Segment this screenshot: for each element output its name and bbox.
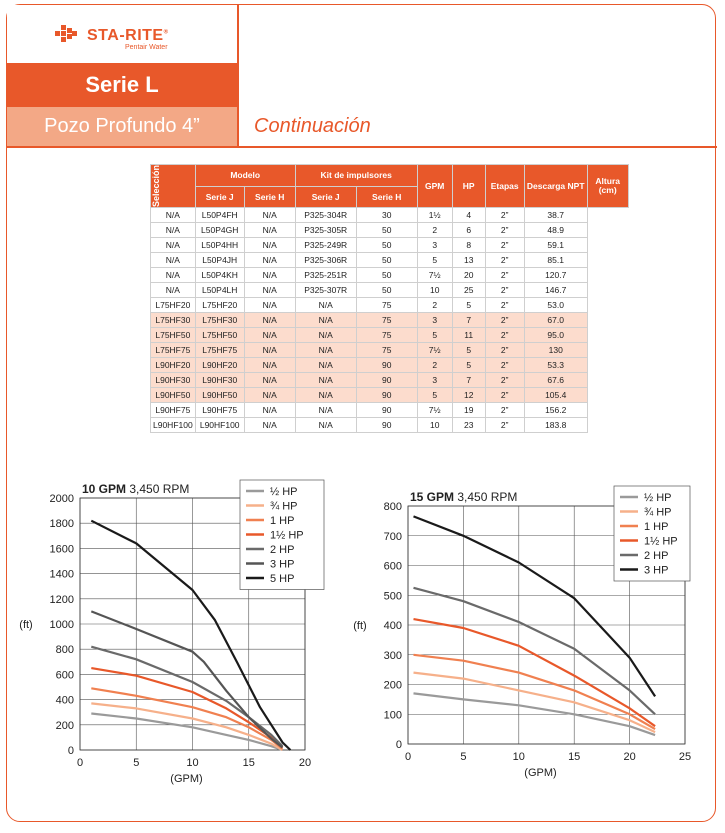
- brand-subtitle: Pentair Water: [125, 44, 168, 51]
- table-cell-mj: L90HF50: [151, 388, 196, 403]
- table-cell-etapas: 25: [452, 283, 485, 298]
- table-cell-alt: 53.0: [524, 298, 587, 313]
- x-tick-label: 0: [404, 751, 412, 763]
- y-tick-label: 1400: [49, 568, 74, 581]
- table-cell-kj: N/A: [244, 403, 295, 418]
- table-cell-etapas: 4: [452, 208, 485, 223]
- x-tick-label: 10: [186, 757, 199, 769]
- table-cell-mj: L90HF75: [151, 403, 196, 418]
- subheader-kit-h: Serie H: [356, 186, 417, 208]
- table-cell-gpm: 90: [356, 388, 417, 403]
- y-tick-label: 0: [395, 739, 402, 751]
- table-cell-kh: N/A: [295, 343, 356, 358]
- table-cell-etapas: 12: [452, 388, 485, 403]
- table-cell-kj: N/A: [244, 268, 295, 283]
- y-tick-label: 500: [383, 590, 402, 603]
- table-cell-alt: 120.7: [524, 268, 587, 283]
- table-cell-etapas: 6: [452, 223, 485, 238]
- table-cell-hp: 1½: [417, 208, 452, 223]
- table-cell-alt: 130: [524, 343, 587, 358]
- series-line: [414, 655, 656, 729]
- table-cell-kj: N/A: [244, 343, 295, 358]
- table-cell-kh: P325-249R: [295, 238, 356, 253]
- header-hp: HP: [452, 165, 485, 208]
- table-cell-etapas: 5: [452, 298, 485, 313]
- table-cell-desc: 2”: [485, 253, 524, 268]
- series-line: [414, 588, 656, 715]
- y-tick-label: 0: [67, 745, 74, 757]
- selection-table: [150, 164, 629, 433]
- table-cell-kj: N/A: [244, 283, 295, 298]
- table-cell-mj: N/A: [151, 238, 196, 253]
- legend-label: ¾ HP: [270, 500, 298, 513]
- table-cell-alt: 183.8: [524, 418, 587, 433]
- table-cell-kh: P325-307R: [295, 283, 356, 298]
- table-cell-gpm: 30: [356, 208, 417, 223]
- table-cell-desc: 2”: [485, 403, 524, 418]
- chart-title: 10 GPM 3,450 RPM: [82, 482, 190, 496]
- table-cell-kj: N/A: [244, 208, 295, 223]
- table-cell-alt: 59.1: [524, 238, 587, 253]
- x-tick-label: 5: [133, 757, 140, 769]
- series-title: Serie L: [7, 63, 237, 107]
- table-row: [151, 283, 629, 298]
- y-tick-label: 200: [383, 679, 402, 692]
- table-cell-etapas: 20: [452, 268, 485, 283]
- legend-label: 3 HP: [270, 558, 295, 571]
- table-cell-mj: L90HF100: [151, 418, 196, 433]
- table-cell-mh: L75HF50: [195, 328, 244, 343]
- table-cell-mj: L90HF30: [151, 373, 196, 388]
- table-cell-kh: N/A: [295, 358, 356, 373]
- y-tick-label: 600: [55, 669, 74, 682]
- table-row: [151, 313, 629, 328]
- x-tick-label: 15: [568, 751, 581, 763]
- table-cell-kh: N/A: [295, 298, 356, 313]
- table-cell-kh: N/A: [295, 328, 356, 343]
- table-cell-hp: 3: [417, 373, 452, 388]
- header-rule: [237, 146, 717, 148]
- table-cell-gpm: 75: [356, 328, 417, 343]
- table-cell-hp: 10: [417, 418, 452, 433]
- chart-title: 15 GPM 3,450 RPM: [410, 490, 518, 504]
- table-cell-desc: 2”: [485, 223, 524, 238]
- table-cell-desc: 2”: [485, 208, 524, 223]
- table-cell-alt: 53.3: [524, 358, 587, 373]
- table-cell-etapas: 7: [452, 313, 485, 328]
- chart-15gpm: [352, 480, 697, 790]
- table-row: [151, 208, 629, 223]
- table-cell-gpm: 50: [356, 253, 417, 268]
- table-cell-etapas: 5: [452, 343, 485, 358]
- table-cell-etapas: 13: [452, 253, 485, 268]
- legend-label: 1½ HP: [270, 529, 304, 542]
- table-cell-kj: N/A: [244, 328, 295, 343]
- table-cell-gpm: 90: [356, 358, 417, 373]
- legend-label: ½ HP: [644, 492, 672, 504]
- legend-label: 2 HP: [644, 550, 669, 562]
- header-gpm: GPM: [417, 165, 452, 208]
- x-tick-label: 10: [512, 751, 525, 763]
- table-cell-gpm: 50: [356, 223, 417, 238]
- x-tick-label: 5: [460, 751, 467, 763]
- chart-10gpm: [19, 476, 336, 790]
- y-tick-label: 800: [383, 501, 402, 513]
- x-tick-label: 25: [678, 751, 692, 763]
- table-cell-mj: N/A: [151, 268, 196, 283]
- x-tick-label: 0: [76, 757, 84, 769]
- series-line: [91, 714, 282, 751]
- table-cell-mj: L75HF50: [151, 328, 196, 343]
- legend-label: 2 HP: [270, 544, 295, 556]
- table-cell-kj: N/A: [244, 223, 295, 238]
- table-cell-hp: 2: [417, 298, 452, 313]
- brand-name: STA-RITE®: [87, 27, 169, 44]
- table-cell-kh: N/A: [295, 418, 356, 433]
- table-cell-kh: N/A: [295, 388, 356, 403]
- legend-label: ¾ HP: [644, 506, 672, 519]
- table-cell-hp: 5: [417, 253, 452, 268]
- table-cell-desc: 2”: [485, 283, 524, 298]
- table-cell-gpm: 75: [356, 343, 417, 358]
- table-cell-alt: 38.7: [524, 208, 587, 223]
- table-cell-gpm: 75: [356, 313, 417, 328]
- header-etapas: Etapas: [485, 165, 524, 208]
- table-cell-mh: L90HF30: [195, 373, 244, 388]
- table-cell-kh: N/A: [295, 373, 356, 388]
- legend-label: 1 HP: [270, 515, 295, 527]
- table-cell-alt: 67.0: [524, 313, 587, 328]
- table-body: [151, 208, 629, 433]
- table-row: [151, 343, 629, 358]
- table-cell-hp: 2: [417, 358, 452, 373]
- table-cell-gpm: 50: [356, 238, 417, 253]
- table-row: [151, 358, 629, 373]
- header-kit: Kit de impulsores: [295, 165, 417, 187]
- table-cell-gpm: 75: [356, 298, 417, 313]
- table-cell-mh: L90HF20: [195, 358, 244, 373]
- table-cell-mh: L50P4HH: [195, 238, 244, 253]
- table-cell-desc: 2”: [485, 328, 524, 343]
- table-cell-kh: N/A: [295, 313, 356, 328]
- y-tick-label: 1200: [49, 593, 74, 606]
- legend-label: 1 HP: [644, 521, 669, 533]
- table-cell-mj: L75HF75: [151, 343, 196, 358]
- table-cell-mh: L50P4FH: [195, 208, 244, 223]
- table-row: [151, 268, 629, 283]
- table-row: [151, 388, 629, 403]
- table-cell-alt: 67.6: [524, 373, 587, 388]
- subheader-serie-h: Serie H: [244, 186, 295, 208]
- y-tick-label: 1000: [49, 619, 74, 631]
- table-cell-alt: 146.7: [524, 283, 587, 298]
- table-row: [151, 298, 629, 313]
- table-cell-desc: 2”: [485, 313, 524, 328]
- table-cell-hp: 2: [417, 223, 452, 238]
- table-cell-kh: P325-305R: [295, 223, 356, 238]
- table-cell-hp: 10: [417, 283, 452, 298]
- header-divider: [237, 5, 239, 146]
- y-tick-label: 700: [383, 530, 402, 543]
- table-cell-desc: 2”: [485, 358, 524, 373]
- table-cell-kj: N/A: [244, 418, 295, 433]
- table-cell-kj: N/A: [244, 253, 295, 268]
- table-cell-desc: 2”: [485, 373, 524, 388]
- y-tick-label: 100: [383, 709, 402, 722]
- legend-label: 3 HP: [644, 564, 669, 577]
- table-cell-mh: L50P4KH: [195, 268, 244, 283]
- table-cell-desc: 2”: [485, 298, 524, 313]
- table-cell-kj: N/A: [244, 373, 295, 388]
- table-cell-desc: 2”: [485, 343, 524, 358]
- table-cell-mj: N/A: [151, 283, 196, 298]
- table-cell-kh: P325-251R: [295, 268, 356, 283]
- header-left: [7, 5, 237, 146]
- table-cell-hp: 3: [417, 313, 452, 328]
- table-cell-hp: 5: [417, 328, 452, 343]
- table-cell-mh: L90HF75: [195, 403, 244, 418]
- table-cell-gpm: 50: [356, 283, 417, 298]
- header-modelo: Modelo: [195, 165, 295, 187]
- table-cell-hp: 5: [417, 388, 452, 403]
- table-cell-desc: 2”: [485, 418, 524, 433]
- table-cell-mj: L75HF20: [151, 298, 196, 313]
- table-cell-desc: 2”: [485, 238, 524, 253]
- table-cell-alt: 48.9: [524, 223, 587, 238]
- table-row: [151, 328, 629, 343]
- table-cell-alt: 156.2: [524, 403, 587, 418]
- table-cell-alt: 85.1: [524, 253, 587, 268]
- y-tick-label: 1600: [49, 543, 74, 556]
- table-cell-mh: L75HF20: [195, 298, 244, 313]
- table-cell-etapas: 5: [452, 358, 485, 373]
- y-axis-label: (ft): [353, 620, 367, 632]
- table-cell-mh: L90HF100: [195, 418, 244, 433]
- x-tick-label: 15: [242, 757, 255, 769]
- y-tick-label: 800: [55, 644, 74, 657]
- table-cell-gpm: 90: [356, 418, 417, 433]
- table-cell-mh: L50P4GH: [195, 223, 244, 238]
- table-cell-kj: N/A: [244, 388, 295, 403]
- subheader-kit-j: Serie J: [295, 186, 356, 208]
- table-cell-etapas: 23: [452, 418, 485, 433]
- table-cell-desc: 2”: [485, 388, 524, 403]
- table-cell-alt: 105.4: [524, 388, 587, 403]
- table-cell-mh: L50P4LH: [195, 283, 244, 298]
- table-row: [151, 253, 629, 268]
- y-axis-label: (ft): [19, 619, 33, 631]
- table-cell-mh: L75HF75: [195, 343, 244, 358]
- table-cell-alt: 95.0: [524, 328, 587, 343]
- table-cell-etapas: 7: [452, 373, 485, 388]
- table-cell-mj: L90HF20: [151, 358, 196, 373]
- table-cell-mj: N/A: [151, 208, 196, 223]
- table-cell-gpm: 90: [356, 373, 417, 388]
- continuation-label: Continuación: [254, 115, 371, 137]
- table-row: [151, 223, 629, 238]
- y-tick-label: 600: [383, 560, 402, 573]
- legend-label: 5 HP: [270, 573, 295, 585]
- header-descarga: Descarga NPT: [524, 165, 587, 208]
- table-cell-gpm: 50: [356, 268, 417, 283]
- table-row: [151, 418, 629, 433]
- table-cell-gpm: 90: [356, 403, 417, 418]
- y-tick-label: 400: [55, 694, 74, 707]
- x-tick-label: 20: [298, 757, 312, 769]
- table-cell-kh: P325-306R: [295, 253, 356, 268]
- table-cell-mh: L75HF30: [195, 313, 244, 328]
- sta-rite-logo-icon: [55, 23, 77, 45]
- y-tick-label: 1800: [49, 518, 74, 531]
- table-cell-kh: P325-304R: [295, 208, 356, 223]
- table-cell-mj: N/A: [151, 223, 196, 238]
- header-altura: Altura (cm): [587, 165, 628, 208]
- legend-label: ½ HP: [270, 486, 298, 498]
- table-cell-mj: L75HF30: [151, 313, 196, 328]
- table-cell-kj: N/A: [244, 238, 295, 253]
- table-cell-desc: 2”: [485, 268, 524, 283]
- table-cell-kj: N/A: [244, 358, 295, 373]
- y-tick-label: 300: [383, 649, 402, 662]
- table-cell-etapas: 11: [452, 328, 485, 343]
- table-row: [151, 373, 629, 388]
- y-tick-label: 400: [383, 620, 402, 632]
- table-cell-etapas: 8: [452, 238, 485, 253]
- x-axis-label: (GPM): [170, 773, 203, 785]
- well-subtitle: Pozo Profundo 4”: [7, 107, 237, 146]
- logo-box: [7, 5, 238, 63]
- table-cell-mj: N/A: [151, 253, 196, 268]
- header-rule-left: [7, 146, 237, 148]
- table-cell-mh: L90HF50: [195, 388, 244, 403]
- x-axis-label: (GPM): [524, 767, 557, 779]
- subheader-serie-j: Serie J: [195, 186, 244, 208]
- table-row: [151, 238, 629, 253]
- table-cell-kj: N/A: [244, 313, 295, 328]
- table-cell-hp: 7½: [417, 403, 452, 418]
- table-row: [151, 403, 629, 418]
- table-cell-mh: L50P4JH: [195, 253, 244, 268]
- y-tick-label: 200: [55, 719, 74, 732]
- table-cell-kj: N/A: [244, 298, 295, 313]
- y-tick-label: 2000: [49, 493, 74, 505]
- selection-side-label: Selección: [151, 165, 196, 208]
- table-cell-etapas: 19: [452, 403, 485, 418]
- table-cell-hp: 3: [417, 238, 452, 253]
- legend-label: 1½ HP: [644, 535, 678, 548]
- x-tick-label: 20: [623, 751, 636, 763]
- table-cell-kh: N/A: [295, 403, 356, 418]
- table-cell-hp: 7½: [417, 343, 452, 358]
- table-cell-hp: 7½: [417, 268, 452, 283]
